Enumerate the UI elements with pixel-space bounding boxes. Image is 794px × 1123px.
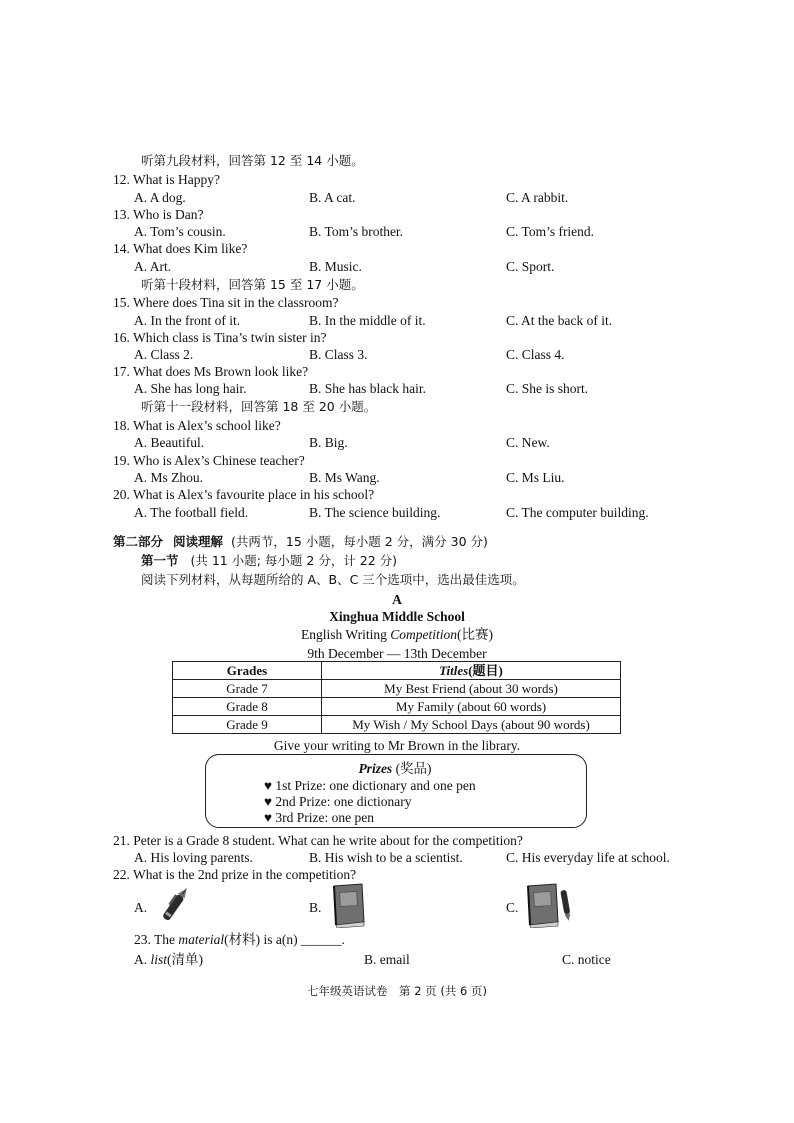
grade-cell: Grade 8 [173,698,322,716]
option-21-b: B. His wish to be a scientist. [309,850,463,865]
grade-cell: Grade 9 [173,716,322,734]
option-14-a: A. Art. [134,259,172,274]
page-footer: 七年级英语试卷 第 2 页 (共 6 页) [307,984,487,998]
question-19: 19. Who is Alex’s Chinese teacher? [113,453,305,468]
section-1-header [141,552,397,569]
competition-title-em: Competition [390,627,457,642]
question-23-pre: 23. The [134,932,179,947]
option-22-b: B. [309,900,322,915]
section-11-intro: 听第十一段材料，回答第 18 至 20 小题。 [141,399,377,414]
competition-title-pre: English Writing [301,627,391,642]
prizes-title-cn: (奖品) [392,761,432,776]
pen-icon [152,882,198,928]
option-13-a: A. Tom’s cousin. [134,224,226,239]
option-15-a: A. In the front of it. [134,313,241,328]
prizes-title [205,760,585,777]
question-22: 22. What is the 2nd prize in the competition? [113,867,357,882]
option-23-a-em: list [150,952,168,967]
competition-title [0,626,794,643]
option-16-b: B. Class 3. [309,347,368,362]
option-20-a: A. The football field. [134,505,249,520]
question-23-post: (材料) is a(n) ______. [224,932,345,947]
option-17-c: C. She is short. [506,381,589,396]
school-name: Xinghua Middle School [329,609,465,624]
option-22-c: C. [506,900,519,915]
option-23-a [134,951,203,968]
option-18-b: B. Big. [309,435,348,450]
option-12-a: A. A dog. [134,190,186,205]
option-22-a: A. [134,900,148,915]
question-17: 17. What does Ms Brown look like? [113,364,309,379]
reading-instruction: 阅读下列材料，从每题所给的 A、B、C 三个选项中，选出最佳选项。 [141,572,525,587]
option-23-c: C. notice [562,952,611,967]
header-grades: Grades [173,662,322,680]
option-15-c: C. At the back of it. [506,313,613,328]
option-19-a: A. Ms Zhou. [134,470,204,485]
section-10-intro: 听第十段材料，回答第 15 至 17 小题。 [141,277,364,292]
option-13-c: C. Tom’s friend. [506,224,595,239]
option-12-b: B. A cat. [309,190,356,205]
option-14-c: C. Sport. [506,259,555,274]
option-18-c: C. New. [506,435,550,450]
option-21-a: A. His loving parents. [134,850,253,865]
option-21-c: C. His everyday life at school. [506,850,670,865]
header-titles-cn: (题目) [468,663,503,678]
question-21: 21. Peter is a Grade 8 student. What can he write about for the competition? [113,833,523,848]
option-15-b: B. In the middle of it. [309,313,426,328]
question-18: 18. What is Alex’s school like? [113,418,281,433]
question-23-em: material [178,932,225,947]
option-16-c: C. Class 4. [506,347,565,362]
part-2-note: (共两节，15 小题，每小题 2 分，满分 30 分) [231,534,488,549]
title-cell: My Wish / My School Days (about 90 words) [322,716,621,734]
option-14-b: B. Music. [309,259,362,274]
book-and-pen-icon [524,882,574,928]
question-13: 13. Who is Dan? [113,207,204,222]
part-2-name: 阅读理解 [173,534,224,549]
option-13-b: B. Tom’s brother. [309,224,404,239]
option-23-b: B. email [364,952,410,967]
option-18-a: A. Beautiful. [134,435,205,450]
prize-item: ♥ 3rd Prize: one pen [264,810,374,825]
passage-letter: A [392,592,402,607]
table-row [173,716,621,734]
give-writing-note: Give your writing to Mr Brown in the library. [273,738,521,753]
option-16-a: A. Class 2. [134,347,194,362]
question-14: 14. What does Kim like? [113,241,248,256]
option-12-c: C. A rabbit. [506,190,569,205]
question-16: 16. Which class is Tina’s twin sister in? [113,330,327,345]
competition-table [172,661,621,734]
question-12: 12. What is Happy? [113,172,220,187]
option-17-a: A. She has long hair. [134,381,247,396]
prize-item: ♥ 2nd Prize: one dictionary [264,794,412,809]
table-header-row [173,662,621,680]
question-23 [134,931,345,948]
competition-title-post: (比赛) [456,627,493,642]
header-titles-em: Titles [439,663,469,678]
table-row [173,698,621,716]
option-20-b: B. The science building. [309,505,441,520]
section-1-title: 第一节 [141,553,179,568]
prize-item: ♥ 1st Prize: one dictionary and one pen [264,778,476,793]
option-23-a-pre: A. [134,952,151,967]
option-20-c: C. The computer building. [506,505,649,520]
book-icon [328,882,368,928]
title-cell: My Best Friend (about 30 words) [322,680,621,698]
part-2-title: 第二部分 [113,534,164,549]
option-17-b: B. She has black hair. [309,381,426,396]
header-titles [322,662,621,680]
question-20: 20. What is Alex’s favourite place in his school? [113,487,375,502]
question-15: 15. Where does Tina sit in the classroom? [113,295,339,310]
option-23-a-post: (清单) [167,952,204,967]
prizes-title-em: Prizes [358,761,393,776]
section-1-note: (共 11 小题; 每小题 2 分，计 22 分) [190,553,398,568]
option-19-b: B. Ms Wang. [309,470,380,485]
section-9-intro: 听第九段材料，回答第 12 至 14 小题。 [141,153,364,168]
competition-dates: 9th December — 13th December [307,646,487,661]
title-cell: My Family (about 60 words) [322,698,621,716]
table-row [173,680,621,698]
grade-cell: Grade 7 [173,680,322,698]
option-19-c: C. Ms Liu. [506,470,565,485]
part-2-header [113,533,488,550]
